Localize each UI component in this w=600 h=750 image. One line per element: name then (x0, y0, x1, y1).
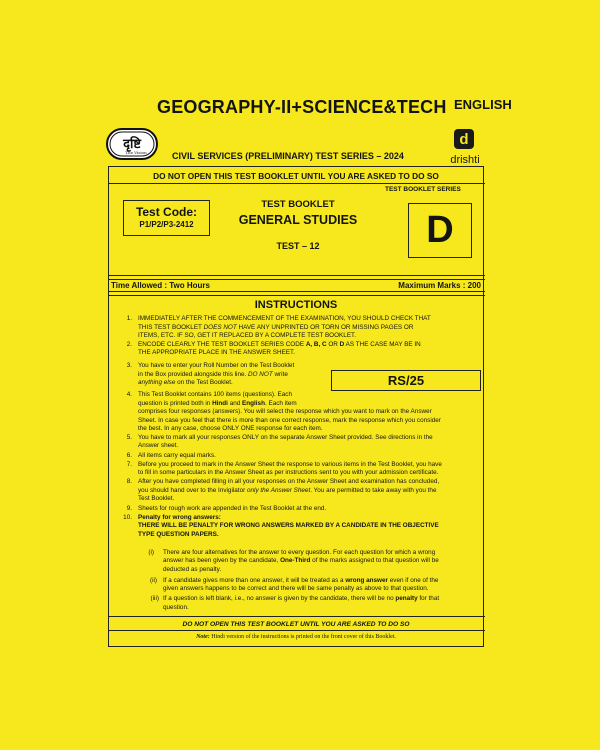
subitem-number: (iii) (150, 595, 159, 602)
item-number: 5. (126, 433, 132, 441)
instruction-line: in the Box provided alongside this line. DO NOT write (138, 370, 288, 378)
instruction-line: You have to enter your Roll Number on the Test Booklet (138, 362, 295, 369)
instructions-heading: INSTRUCTIONS (254, 299, 338, 311)
divider (108, 616, 485, 617)
test-booklet-label: TEST BOOKLET (261, 199, 335, 210)
drishti-hindi-logo (106, 128, 158, 160)
series-letter-box: D (408, 203, 472, 258)
instruction-line: Sheet. In case you feel that there is more than one correct response, mark the response which you consider (138, 416, 441, 424)
instruction-line: You have to mark all your responses ONLY on the separate Answer Sheet provided. See directions in the (138, 433, 433, 441)
divider (108, 291, 485, 296)
instruction-line: If a question is left blank, i.e., no answer is given by the candidate, there will be no penalty for that (163, 595, 440, 602)
divider (108, 183, 485, 184)
test-number: TEST – 12 (276, 241, 320, 251)
instruction-line: All items carry equal marks. (138, 451, 216, 459)
subitem-number: (ii) (149, 576, 157, 584)
instruction-line: THERE WILL BE PENALTY FOR WRONG ANSWERS MARKED BY A CANDIDATE IN THE OBJECTIVE (138, 522, 439, 529)
booklet-series-label: TEST BOOKLET SERIES (385, 186, 461, 193)
item-number: 9. (126, 504, 132, 512)
dont-open-warning-bottom: DO NOT OPEN THIS TEST BOOKLET UNTIL YOU ARE ASKED TO DO SO (182, 621, 410, 628)
instruction-line: ITEMS, ETC. IF SO, GET IT REPLACED BY A COMPLETE TEST BOOKLET. (138, 332, 356, 339)
dont-open-warning-top: DO NOT OPEN THIS TEST BOOKLET UNTIL YOU ARE ASKED TO DO SO (153, 171, 439, 181)
page-title: GEOGRAPHY-II+SCIENCE&TECH (157, 97, 447, 117)
item-number: 1. (126, 315, 132, 322)
instruction-line: If a candidate gives more than one answer, it will be treated as a wrong answer even if one of the (163, 576, 439, 584)
instruction-line: THE APPROPRIATE PLACE IN THE ANSWER SHEET. (138, 349, 295, 356)
test-code-label: Test Code: (135, 205, 198, 219)
item-number: 4. (126, 391, 132, 398)
instruction-line: Penalty for wrong answers: (138, 513, 221, 521)
maximum-marks: Maximum Marks : 200 (398, 281, 481, 290)
instruction-line: given answers happens to be correct and there will be same penalty as above to that question. (163, 585, 429, 592)
instruction-line: ENCODE CLEARLY THE TEST BOOKLET SERIES CODE A, B, C OR D AS THE CASE MAY BE IN (138, 340, 421, 348)
item-number: 8. (126, 478, 132, 485)
item-number: 2. (126, 340, 132, 348)
instruction-line: to fill in some particulars in the Answer Sheet as per instructions sent to you with your admission certificate. (138, 469, 439, 476)
instruction-line: question. (163, 603, 189, 611)
logo-right-text: drishti (450, 154, 480, 166)
instruction-line: you should hand over to the Invigilator only the Answer Sheet. You are permitted to take away with you the (138, 486, 437, 494)
item-number: 10. (123, 513, 132, 521)
hindi-version-note: Note: Hindi version of the instructions is printed on the front cover of this Booklet. (196, 634, 396, 640)
instruction-line: THIS TEST BOOKLET DOES NOT HAVE ANY UNPRINTED OR TORN OR MISSING PAGES OR (138, 323, 414, 331)
test-code-box (123, 200, 210, 236)
price-box: RS/25 (331, 370, 481, 391)
instruction-line: Before you proceed to mark in the Answer Sheet the response to various items in the Test Booklet, you have (138, 460, 442, 468)
item-number: 7. (126, 460, 132, 468)
instruction-line: There are four alternatives for the answer to every question. For each question for which a wrong (163, 548, 436, 556)
subitem-number: (i) (148, 548, 154, 556)
instruction-line: Test Booklet. (138, 495, 175, 502)
instruction-line: question is printed both in Hindi and English. Each item (138, 399, 297, 407)
instruction-line: TYPE QUESTION PAPERS. (138, 530, 219, 538)
instruction-line: After you have completed filling in all your responses on the Answer Sheet and examination has concluded, (138, 478, 440, 485)
divider (108, 275, 485, 280)
logo-left-subtext: The Vision (125, 150, 147, 155)
instruction-line: IMMEDIATELY AFTER THE COMMENCEMENT OF THE EXAMINATION, YOU SHOULD CHECK THAT (138, 315, 431, 322)
instruction-line: Sheets for rough work are appended in the Test Booklet at the end. (138, 504, 327, 512)
language-label: ENGLISH (454, 97, 512, 112)
drishti-logo (440, 128, 492, 168)
instruction-line: the best. In any case, choose ONLY ONE response for each item. (138, 425, 323, 432)
item-number: 6. (126, 451, 132, 459)
instruction-line: deducted as penalty. (163, 565, 222, 573)
series-title: CIVIL SERVICES (PRELIMINARY) TEST SERIES – 2024 (172, 151, 404, 161)
divider (108, 630, 485, 631)
test-code-value: P1/P2/P3-2412 (139, 220, 194, 229)
instruction-line: This Test Booklet contains 100 items (questions). Each (138, 391, 292, 398)
item-number: 3. (126, 362, 132, 369)
time-allowed: Time Allowed : Two Hours (111, 281, 210, 290)
instruction-line: answer has been given by the candidate, One-Third of the marks assigned to that question will be (163, 557, 439, 564)
instruction-line: comprises four responses (answers). You will select the response which you want to mark on the Answer (138, 408, 432, 415)
instruction-line: Answer sheet. (138, 442, 179, 449)
logo-left-text: दृष्टि (123, 137, 141, 152)
subject-label: GENERAL STUDIES (238, 213, 358, 227)
logo-right-letter: d (459, 131, 469, 148)
instruction-line: anything else on the Test Booklet. (138, 379, 233, 386)
